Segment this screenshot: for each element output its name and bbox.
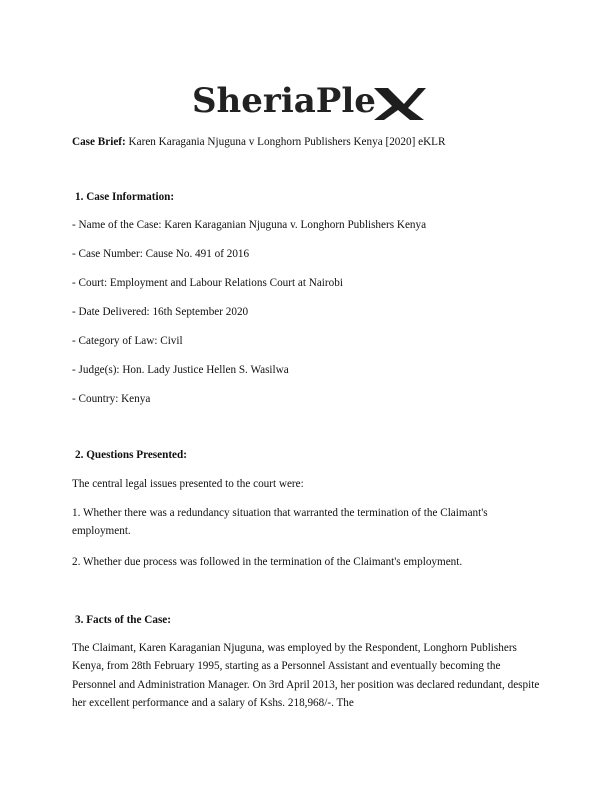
- country-item: - Country: Kenya: [72, 393, 151, 405]
- facts-paragraph: The Claimant, Karen Karaganian Njuguna, was employed by the Respondent, Longhorn Publishers Kenya, from 28th February 1995, starting as a Personnel Assistant and eventually becoming the Personnel and Administration Manager. On 3rd April 2013, her position was declared redundant, despite her excellent performance and a salary of Kshs. 218,968/-. The: [72, 642, 540, 710]
- category-of-law-item: - Category of Law: Civil: [72, 335, 183, 347]
- question-1: 1. Whether there was a redundancy situation that warranted the termination of the Claimant's employment.: [72, 507, 488, 538]
- question-2: 2. Whether due process was followed in the termination of the Claimant's employment.: [72, 556, 463, 568]
- section-heading-questions-presented: 2. Questions Presented:: [75, 449, 187, 461]
- case-brief-text: Karen Karagania Njuguna v Longhorn Publishers Kenya [2020] eKLR: [128, 136, 446, 148]
- section-heading-facts-of-the-case: 3. Facts of the Case:: [75, 614, 172, 626]
- court-item: - Court: Employment and Labour Relations Court at Nairobi: [72, 277, 343, 289]
- date-delivered-item: - Date Delivered: 16th September 2020: [72, 306, 249, 318]
- case-number-item: - Case Number: Cause No. 491 of 2016: [72, 248, 250, 260]
- section-heading-case-information: 1. Case Information:: [75, 191, 175, 203]
- questions-intro: The central legal issues presented to the court were:: [72, 478, 304, 490]
- case-brief-title: [72, 134, 542, 150]
- sheriaplex-logo: [188, 74, 428, 122]
- logo-graphic: [188, 74, 428, 122]
- case-name-item: - Name of the Case: Karen Karaganian Njuguna v. Longhorn Publishers Kenya: [72, 219, 427, 231]
- case-brief-label: Case Brief:: [72, 136, 126, 148]
- logo-wordmark: SheriaPle: [192, 81, 376, 121]
- logo-x-mark: [374, 88, 426, 120]
- judges-item: - Judge(s): Hon. Lady Justice Hellen S. Wasilwa: [72, 364, 289, 376]
